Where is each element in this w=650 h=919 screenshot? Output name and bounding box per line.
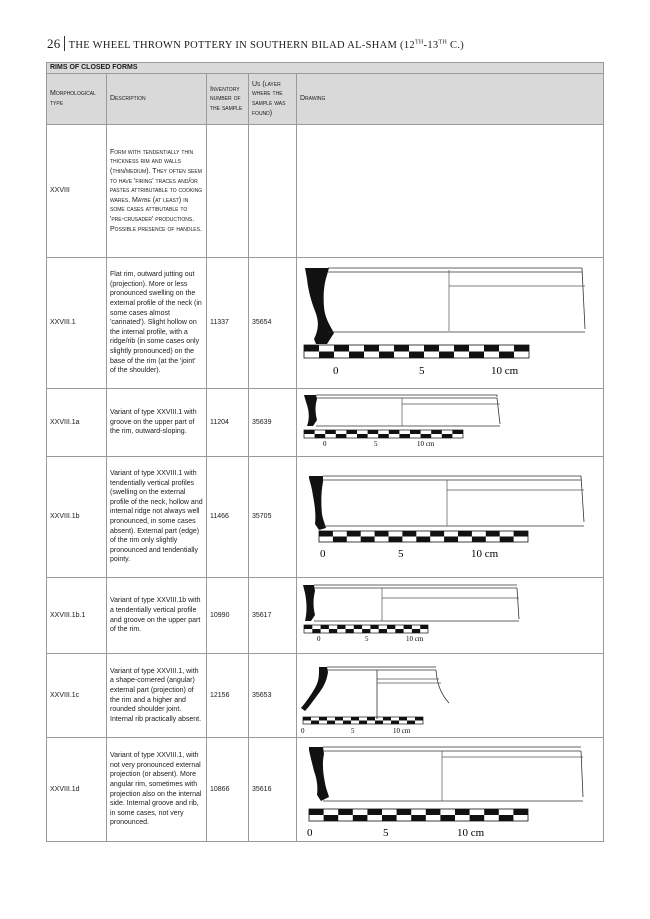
scale-label-5: 5 — [374, 439, 378, 448]
table-row — [47, 654, 604, 738]
scale-label-0: 0 — [320, 547, 326, 560]
us-cell — [249, 125, 297, 258]
us-cell: 35616 — [249, 738, 297, 842]
description-cell: Variant of type XXVIII.1 with tendentially vertical profiles (swelling on the external profile of the neck, hollow and internal ridge not always well pronounced, in some cases absent). External part (edge) of the rim only slightly pronounced and tendentially pointy. — [107, 457, 207, 578]
header-type: Morphological type — [47, 74, 107, 125]
scale-bar — [304, 345, 529, 358]
header-us: Us (layer where the sample was found) — [249, 74, 297, 125]
type-cell: XXVIII.1 — [47, 258, 107, 389]
scale-label-5: 5 — [398, 547, 404, 560]
header-drawing: Drawing — [297, 74, 604, 125]
type-cell: XXVIII.1c — [47, 654, 107, 738]
header-inventory: Inventory number of the sample — [207, 74, 249, 125]
us-cell: 35639 — [249, 389, 297, 457]
drawing-cell — [297, 258, 604, 389]
us-cell: 35654 — [249, 258, 297, 389]
type-cell: XXVIII.1b.1 — [47, 578, 107, 654]
scale-label-0: 0 — [333, 364, 339, 377]
scale-label-10: 10 cm — [393, 726, 411, 735]
scale-label-5: 5 — [365, 634, 369, 643]
scale-label-0: 0 — [307, 826, 313, 839]
table-row — [47, 738, 604, 842]
type-cell: XXVIII.1b — [47, 457, 107, 578]
table-header-row — [47, 74, 604, 125]
header-description: Description — [107, 74, 207, 125]
drawing-cell — [297, 654, 604, 738]
us-cell: 35617 — [249, 578, 297, 654]
drawing-cell — [297, 125, 604, 258]
drawing-cell — [297, 457, 604, 578]
table-row — [47, 258, 604, 389]
scale-bar — [304, 430, 463, 438]
scale-label-0: 0 — [323, 439, 327, 448]
header-divider — [64, 36, 65, 51]
inventory-cell: 11204 — [207, 389, 249, 457]
table-row — [47, 389, 604, 457]
rims-table — [46, 62, 604, 842]
scale-bar — [319, 531, 528, 542]
us-cell: 35705 — [249, 457, 297, 578]
inventory-cell: 10866 — [207, 738, 249, 842]
running-head — [47, 36, 607, 54]
scale-label-0: 0 — [317, 634, 321, 643]
page-number: 26 — [47, 36, 61, 51]
inventory-cell: 11466 — [207, 457, 249, 578]
description-cell: Variant of type XXVIII.1, with a shape-cornered (angular) external part (projection) of the rim and a higher and rounded shoulder joint. Internal rib practically absent. — [107, 654, 207, 738]
scale-label-5: 5 — [351, 726, 355, 735]
inventory-cell: 11337 — [207, 258, 249, 389]
description-cell: Variant of type XXVIII.1 with groove on the upper part of the rim, outward-sloping. — [107, 389, 207, 457]
table-row — [47, 457, 604, 578]
rim-drawing-xxviii-1 — [297, 259, 602, 388]
drawing-cell — [297, 389, 604, 457]
scale-label-10: 10 cm — [406, 634, 424, 643]
scale-label-10: 10 cm — [491, 364, 519, 377]
scale-label-10: 10 cm — [457, 826, 485, 839]
drawing-cell — [297, 578, 604, 654]
type-cell: XXVIII.1d — [47, 738, 107, 842]
inventory-cell — [207, 125, 249, 258]
scale-bar — [303, 717, 423, 724]
running-title-end: C.) — [447, 40, 465, 51]
running-title: THE WHEEL THROWN POTTERY IN SOUTHERN BILAD AL-SHAM (12 — [68, 40, 415, 51]
drawing-cell — [297, 738, 604, 842]
us-cell: 35653 — [249, 654, 297, 738]
description-cell: Variant of type XXVIII.1b with a tendentially vertical profile and groove on the upper part of the rim. — [107, 578, 207, 654]
scale-label-0: 0 — [301, 726, 305, 735]
type-cell: XXVIII — [47, 125, 107, 258]
description-cell: Form with tendentially thin thickness rim and walls (thin/medium). They often seem to have 'firing' traces and/or pastes attributable to cooking wares. Maybe (at least) in some cases attibutable to 'pre-crusader' productions. Possible presence of handles. — [107, 125, 207, 258]
table-row — [47, 578, 604, 654]
description-cell: Flat rim, outward jutting out (projection). More or less pronounced swelling on the external profile of the neck (in some cases almost 'carinated'). Slight hollow on the internal profile, with a ridge/rib (in some cases only slightly pronounced) on the base of the rim (at the 'joint' of the shoulder). — [107, 258, 207, 389]
description-cell: Variant of type XXVIII.1, with not very pronounced external projection (or absent). More angular rim, sometimes with projection also on the internal side. Internal groove and rib, in some cases, not very pronounced. — [107, 738, 207, 842]
title-superscript: TH — [438, 39, 448, 46]
scale-bar — [309, 809, 528, 821]
running-title-mid: -13 — [423, 40, 439, 51]
scale-label-5: 5 — [419, 364, 425, 377]
table-caption: RIMS OF CLOSED FORMS — [47, 63, 604, 74]
rim-drawing-xxviii-1b-1 — [297, 579, 602, 653]
title-superscript: TH — [414, 39, 424, 46]
scale-label-10: 10 cm — [471, 547, 499, 560]
rim-drawing-xxviii-1d — [297, 739, 602, 841]
rim-drawing-xxviii-1a — [297, 390, 602, 456]
table-row — [47, 125, 604, 258]
inventory-cell: 10990 — [207, 578, 249, 654]
scale-label-5: 5 — [383, 826, 389, 839]
scale-label-10: 10 cm — [417, 439, 435, 448]
rim-drawing-xxviii-1b — [297, 458, 602, 577]
type-cell: XXVIII.1a — [47, 389, 107, 457]
scale-bar — [304, 625, 428, 633]
inventory-cell: 12156 — [207, 654, 249, 738]
rim-drawing-xxviii-1c — [297, 655, 602, 737]
